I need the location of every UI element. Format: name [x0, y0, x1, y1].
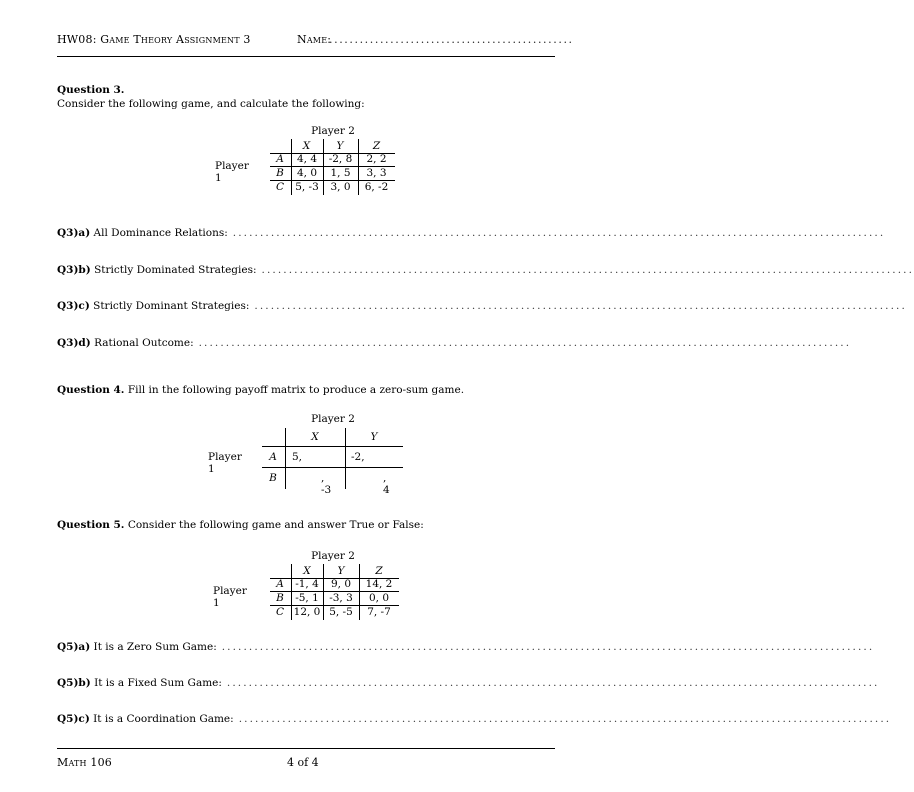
q4-row-label: A	[269, 451, 277, 463]
grid-line	[270, 180, 395, 181]
grid-line	[270, 591, 399, 592]
grid-line	[270, 153, 395, 154]
q3c-text: Strictly Dominant Strategies:	[93, 300, 250, 312]
q4-col-label: X	[311, 431, 319, 443]
q5-cell: 9, 0	[330, 578, 352, 590]
q3-cell: 3, 0	[330, 181, 351, 193]
q5-cell: 0, 0	[368, 592, 390, 604]
q5-prompt: Consider the following game and answer True or False:	[127, 519, 424, 531]
answer-fill: ........................................................................................................................	[198, 337, 852, 349]
q3-player2-label: Player 2	[311, 125, 355, 137]
grid-line	[291, 139, 292, 195]
q5-heading: Question 5.	[57, 519, 125, 531]
q4-cell[interactable]: 5,	[292, 451, 303, 463]
q5-cell: -3, 3	[329, 592, 353, 604]
q5b-answer-line[interactable]	[57, 677, 880, 689]
grid-line	[358, 139, 359, 195]
q3-row-label: C	[275, 181, 285, 193]
q3a-text: All Dominance Relations:	[93, 227, 228, 239]
q4-player1-label: Player 1	[208, 451, 242, 475]
answer-fill: ........................................................................................................................	[261, 264, 914, 276]
q5-player2-label: Player 2	[311, 550, 355, 562]
answer-fill: ........................................................................................................................	[221, 641, 875, 653]
q3b-text: Strictly Dominated Strategies:	[94, 264, 257, 276]
q4-cell[interactable]: , -3	[321, 472, 332, 496]
q5-player1-label: Player 1	[213, 585, 247, 609]
q4-cell[interactable]: -2,	[351, 451, 365, 463]
q5-cell: 14, 2	[365, 578, 393, 590]
q4-heading: Question 4.	[57, 384, 125, 396]
q3-row-label: A	[276, 153, 284, 165]
q5-row-label: A	[276, 578, 284, 590]
grid-line	[323, 564, 324, 620]
q5-cell: 7, -7	[367, 606, 391, 618]
q5-heading-line	[57, 519, 424, 531]
q3c-answer-line[interactable]	[57, 300, 907, 312]
q3-cell: 6, -2	[364, 181, 389, 193]
grid-line	[359, 564, 360, 620]
q3-cell: 3, 3	[366, 167, 387, 179]
q5a-answer-line[interactable]	[57, 641, 875, 653]
q4-player2-label: Player 2	[311, 413, 355, 425]
q5-cell: 12, 0	[293, 606, 321, 618]
q5c-text: It is a Coordination Game:	[93, 713, 234, 725]
q5a-text: It is a Zero Sum Game:	[93, 641, 217, 653]
q3-cell: 4, 4	[296, 153, 318, 165]
q3c-label: Q3)c)	[57, 300, 90, 312]
q3-cell: -2, 8	[328, 153, 353, 165]
q3-player1-label: Player 1	[215, 160, 249, 184]
q3-col-label: Z	[372, 140, 381, 152]
grid-line	[270, 166, 395, 167]
q5b-text: It is a Fixed Sum Game:	[94, 677, 222, 689]
grid-line	[323, 139, 324, 195]
header-rule	[57, 56, 555, 57]
q5-col-label: X	[303, 565, 311, 577]
q3-cell: 2, 2	[366, 153, 387, 165]
grid-line	[285, 428, 286, 489]
grid-line	[270, 605, 399, 606]
answer-fill: ........................................................................................................................	[226, 677, 880, 689]
q3-cell: 1, 5	[330, 167, 351, 179]
q3b-answer-line[interactable]	[57, 264, 914, 276]
footer-rule	[57, 748, 555, 749]
q3d-label: Q3)d)	[57, 337, 91, 349]
q3-heading: Question 3.	[57, 84, 125, 96]
q4-cell[interactable]: , 4	[383, 472, 390, 496]
q5b-label: Q5)b)	[57, 677, 91, 689]
q5-cell: -1, 4	[295, 578, 319, 590]
q5-col-label: Z	[375, 565, 383, 577]
grid-line	[270, 578, 399, 579]
grid-line	[262, 467, 403, 468]
answer-fill: ........................................................................................................................	[232, 227, 886, 239]
q5c-answer-line[interactable]	[57, 713, 892, 725]
q5-row-label: C	[275, 606, 285, 618]
q5a-label: Q5)a)	[57, 641, 91, 653]
q3a-label: Q3)a)	[57, 227, 91, 239]
grid-line	[291, 564, 292, 620]
answer-fill: ........................................................................................................................	[254, 300, 907, 312]
q4-prompt: Fill in the following payoff matrix to produce a zero-sum game.	[127, 384, 465, 396]
q5-cell: 5, -5	[329, 606, 353, 618]
q3b-label: Q3)b)	[57, 264, 91, 276]
page-number: 4 of 4	[287, 756, 319, 769]
q5-col-label: Y	[337, 565, 345, 577]
q3-col-label: Y	[336, 140, 344, 152]
q4-row-label: B	[269, 472, 277, 484]
header-title: HW08: Game Theory Assignment 3	[57, 33, 251, 46]
name-field[interactable]: ................................................	[329, 33, 574, 46]
q3-cell: 5, -3	[295, 181, 319, 193]
name-label: Name:	[297, 33, 332, 46]
q5c-label: Q5)c)	[57, 713, 90, 725]
q5-row-label: B	[276, 592, 284, 604]
q3-row-label: B	[276, 167, 284, 179]
grid-line	[262, 446, 403, 447]
q3d-text: Rational Outcome:	[94, 337, 194, 349]
q3-prompt: Consider the following game, and calculate the following:	[57, 98, 365, 110]
q3a-answer-line[interactable]	[57, 227, 886, 239]
q5-cell: -5, 1	[295, 592, 319, 604]
q3-col-label: X	[302, 140, 311, 152]
footer-course: Math 106	[57, 756, 113, 769]
q3d-answer-line[interactable]	[57, 337, 852, 349]
answer-fill: ........................................................................................................................	[238, 713, 892, 725]
q4-col-label: Y	[370, 431, 378, 443]
q3-cell: 4, 0	[296, 167, 318, 179]
q4-heading-line	[57, 384, 464, 396]
grid-line	[345, 428, 346, 489]
